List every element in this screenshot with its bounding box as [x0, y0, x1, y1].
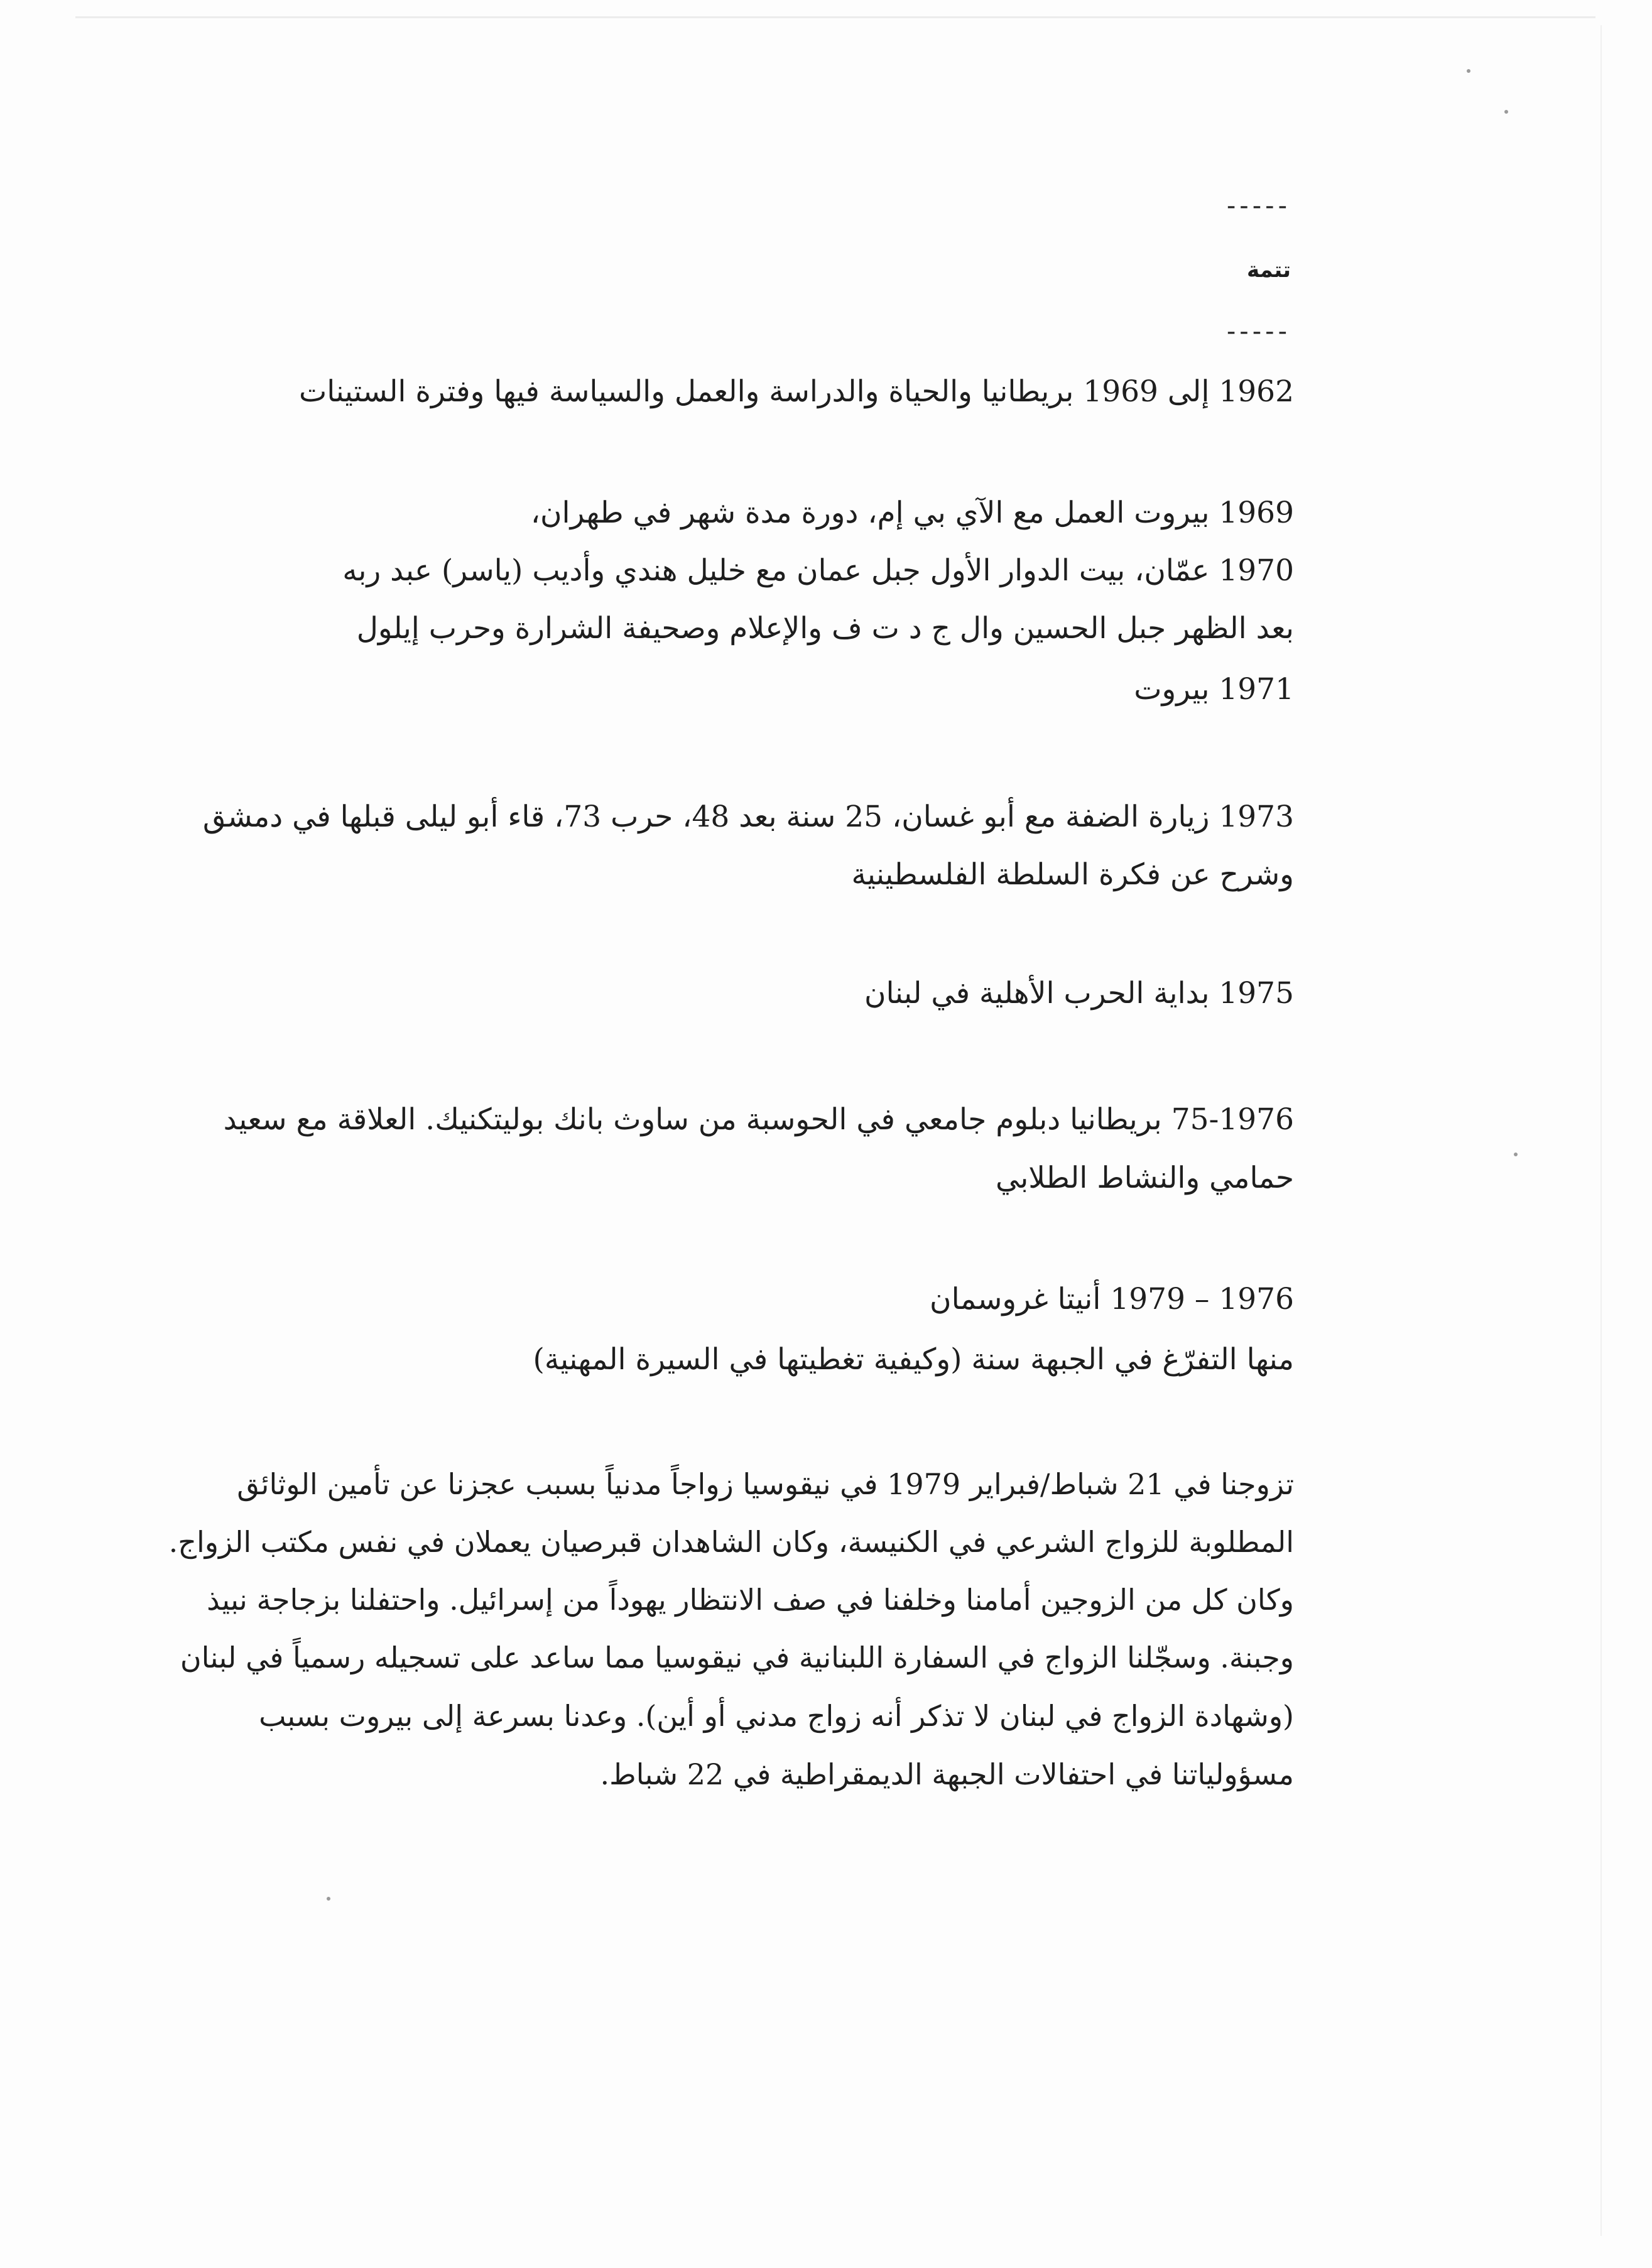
text-line: 75-1976 بريطانيا دبلوم جامعي في الحوسبة من ساوث بانك بوليتكنيك. العلاقة مع سعيد — [223, 1102, 1294, 1137]
text-line: حمامي والنشاط الطلابي — [996, 1161, 1294, 1195]
text-line: 1976 – 1979 أنيتا غروسمان — [930, 1282, 1294, 1316]
continuation-label: تتمة — [1246, 258, 1291, 283]
text-line: مسؤولياتنا في احتفالات الجبهة الديمقراطية في 22 شباط. — [600, 1757, 1294, 1791]
text-line: منها التفرّغ في الجبهة سنة (وكيفية تغطيتها في السيرة المهنية) — [533, 1342, 1294, 1377]
text-line: 1970 عمّان، بيت الدوار الأول جبل عمان مع خليل هندي وأديب (ياسر) عبد ربه — [342, 553, 1294, 588]
text-line: تزوجنا في 21 شباط/فبراير 1979 في نيقوسيا زواجاً مدنياً بسبب عجزنا عن تأمين الوثائق — [237, 1467, 1294, 1501]
text-line: 1962 إلى 1969 بريطانيا والحياة والدراسة والعمل والسياسة فيها وفترة الستينات — [299, 374, 1294, 409]
scan-speck — [327, 1897, 330, 1901]
text-line: (وشهادة الزواج في لبنان لا تذكر أنه زواج مدني أو أين). وعدنا بسرعة إلى بيروت بسبب — [259, 1699, 1294, 1733]
scan-speck — [1514, 1153, 1518, 1156]
text-line: المطلوبة للزواج الشرعي في الكنيسة، وكان الشاهدان قبرصيان يعملان في نفس مكتب الزواج. — [168, 1525, 1294, 1559]
header-rule-bottom: ----- — [1226, 317, 1291, 346]
text-line: وشرح عن فكرة السلطة الفلسطينية — [851, 857, 1294, 892]
text-line: بعد الظهر جبل الحسين وال ج د ت ف والإعلام وصحيفة الشرارة وحرب إيلول — [356, 611, 1294, 646]
scan-edge-top — [75, 16, 1595, 18]
header-rule-top: ----- — [1226, 192, 1291, 220]
scan-edge-right — [1600, 25, 1602, 2236]
scan-speck — [1504, 110, 1508, 114]
text-line: وجبنة. وسجّلنا الزواج في السفارة اللبنانية في نيقوسيا مما ساعد على تسجيله رسمياً في لبنان — [180, 1641, 1294, 1674]
text-line: 1973 زيارة الضفة مع أبو غسان، 25 سنة بعد 48، حرب 73، قاء أبو ليلى قبلها في دمشق — [202, 800, 1294, 834]
scan-speck — [1467, 69, 1470, 73]
text-line: 1975 بداية الحرب الأهلية في لبنان — [864, 976, 1294, 1011]
text-line: 1969 بيروت العمل مع الآي بي إم، دورة مدة شهر في طهران، — [530, 496, 1294, 530]
text-line: وكان كل من الزوجين أمامنا وخلفنا في صف الانتظار يهوداً من إسرائيل. واحتفلنا بزجاجة نبيذ — [207, 1583, 1294, 1617]
text-line: 1971 بيروت — [1134, 672, 1294, 707]
